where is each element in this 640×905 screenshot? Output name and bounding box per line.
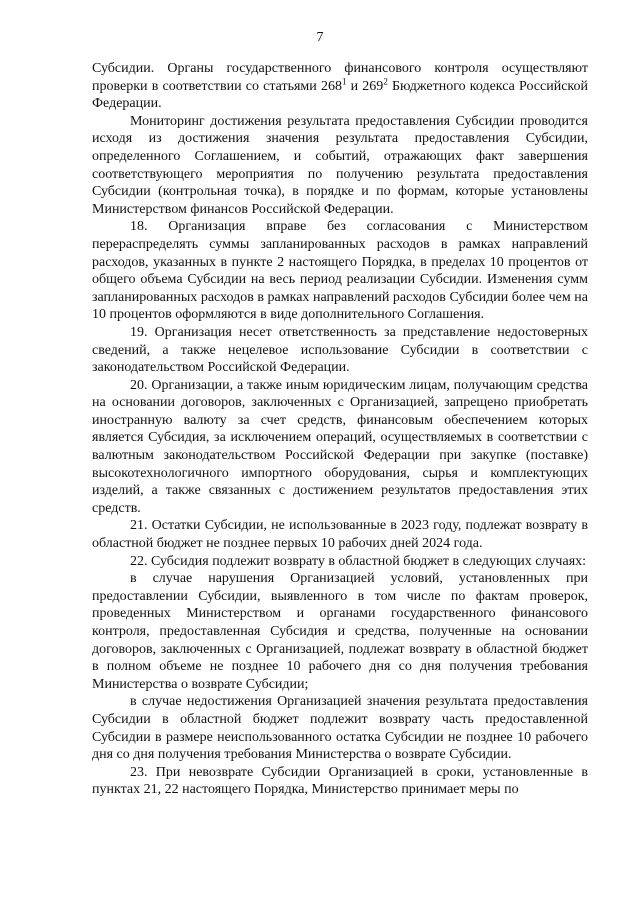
paragraph-19: 19. Организация несет ответственность за представление недостоверных сведений, а также нецелевое использование Субсидии в соответствии с законодательством Российской Федерации. bbox=[92, 324, 588, 376]
paragraph-22-case-2: в случае недостижения Организацией значения результата предоставления Субсидии в областной бюджет подлежит возврату часть предоставленной Субсидии в размере неиспользованного остатка Субсидии не позднее 10 рабочего дня со дня получения требования Министерства о возврате Субсидии. bbox=[92, 694, 588, 763]
paragraph-18: 18. Организация вправе без согласования с Министерством перераспределять суммы запланированных расходов в рамках направлений расходов, указанных в пункте 2 настоящего Порядка, в пределах 10 процентов от общего объема Субсидии на весь период реализации Субсидии. Изменения сумм запланированных расходов в рамках направлений расходов Субсидии более чем на 10 процентов оформляются в виде дополнительного Соглашения. bbox=[92, 219, 588, 323]
paragraph-22-case-1: в случае нарушения Организацией условий, установленных при предоставлении Субсидии, выявленного в том числе по фактам проверок, проведенных Министерством и органами государственного финансового контроля, предоставленная Субсидия и средства, полученные на основании договоров, заключенных с Организацией, подлежат возврату в областной бюджет в полном объеме не позднее 10 рабочего дня со дня получения требования Министерства о возврате Субсидии; bbox=[92, 571, 588, 692]
paragraph-text: Бюджетного кодекса Российской Федерации. bbox=[92, 78, 589, 112]
paragraph-23: 23. При невозврате Субсидии Организацией в сроки, установленные в пунктах 21, 22 настоящего Порядка, Министерство принимает меры по bbox=[92, 764, 588, 798]
paragraph-text: и 269 bbox=[346, 78, 384, 94]
page-number: 7 bbox=[316, 30, 324, 45]
paragraph-text: Субсидии. Органы государственного финансового контроля осуществляют проверки в соответствии со статьями 268 bbox=[92, 61, 588, 94]
paragraph-21: 21. Остатки Субсидии, не использованные в 2023 году, подлежат возврату в областной бюджет не позднее первых 10 рабочих дней 2024 года. bbox=[92, 518, 588, 552]
paragraph-continuation bbox=[92, 60, 588, 113]
superscript: 2 bbox=[383, 75, 388, 86]
paragraph-monitoring: Мониторинг достижения результата предоставления Субсидии проводится исходя из достижения значения результата предоставления Субсидии, определенного Соглашением, и событий, отражающих факт завершения соответствующего мероприятия по получению результата предоставления Субсидии (контрольная точка), в порядке и по формам, которые установлены Министерством финансов Российской Федерации. bbox=[92, 113, 588, 217]
superscript: 1 bbox=[341, 75, 347, 86]
paragraph-22: 22. Субсидия подлежит возврату в областной бюджет в следующих случаях: bbox=[130, 553, 587, 569]
paragraph-20: 20. Организации, а также иным юридическим лицам, получающим средства на основании договоров, заключенных с Организацией, запрещено приобретать иностранную валюту за счет средств, финансовым обеспечением которых является Субсидия, за исключением операций, осуществляемых в соответствии с валютным законодательством Российской Федерации при закупке (поставке) высокотехнологичного импортного оборудования, сырья и комплектующих изделий, а также связанных с достижением результатов предоставления этих средств. bbox=[92, 377, 588, 516]
document-body bbox=[92, 60, 588, 799]
